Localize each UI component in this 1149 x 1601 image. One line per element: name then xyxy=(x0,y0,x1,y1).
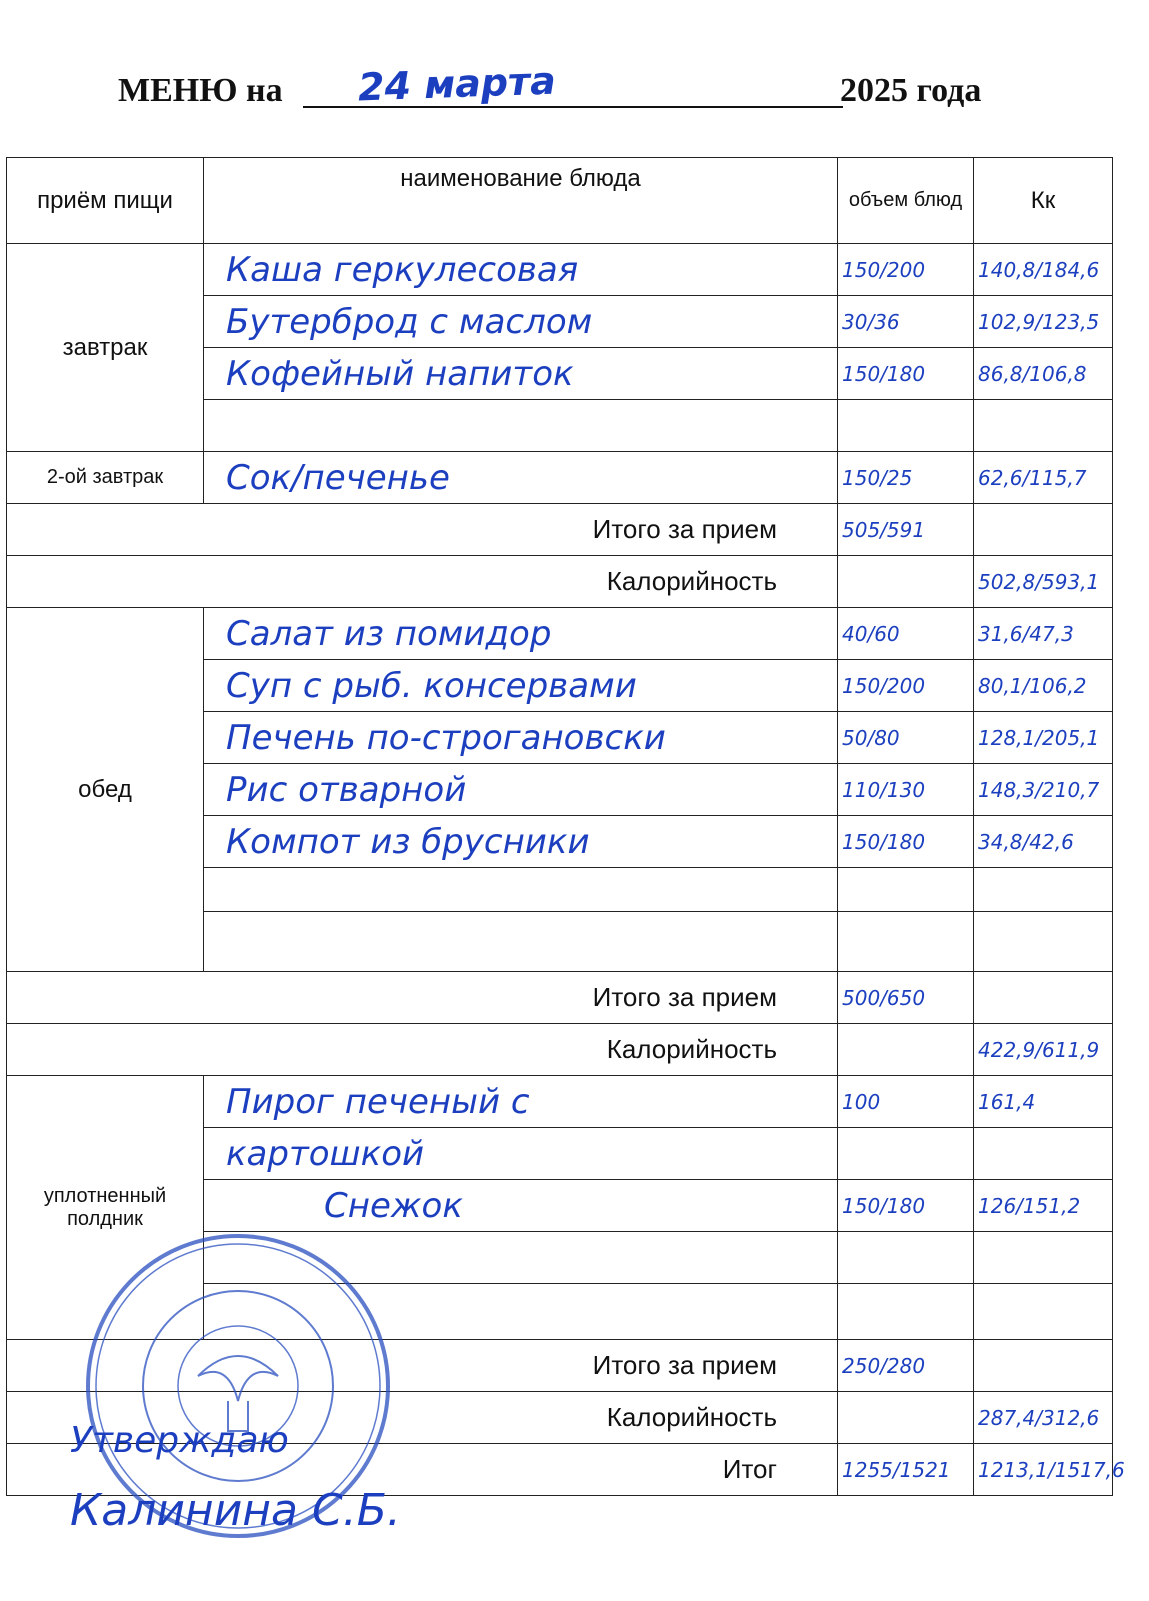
empty-cell xyxy=(838,1392,974,1444)
calorie-row xyxy=(7,1024,1113,1076)
calorie-value: 502,8/593,1 xyxy=(974,556,1113,608)
empty-cell xyxy=(838,1284,974,1340)
table-row xyxy=(7,608,1113,660)
header-volume: объем блюд xyxy=(838,158,974,244)
approval-signature: Утверждаю xyxy=(70,1420,289,1461)
grand-total-kcal: 1213,1/1517,6 xyxy=(974,1444,1113,1496)
dish-cell: Компот из брусники xyxy=(204,816,838,868)
header-row xyxy=(7,158,1113,244)
menu-title xyxy=(98,58,1038,122)
kcal-cell: 80,1/106,2 xyxy=(974,660,1113,712)
grand-total-volume: 1255/1521 xyxy=(838,1444,974,1496)
title-date: 24 марта xyxy=(357,58,557,110)
dish-cell: Снежок xyxy=(204,1180,838,1232)
table-row xyxy=(7,452,1113,504)
empty-cell xyxy=(974,972,1113,1024)
dish-cell: Салат из помидор xyxy=(204,608,838,660)
kcal-cell: 148,3/210,7 xyxy=(974,764,1113,816)
meal-snack: уплотненный полдник xyxy=(7,1076,204,1340)
empty-cell xyxy=(204,400,838,452)
title-prefix: МЕНЮ на xyxy=(118,72,283,109)
calorie-value: 287,4/312,6 xyxy=(974,1392,1113,1444)
dish-cell: Сок/печенье xyxy=(204,452,838,504)
kcal-cell: 86,8/106,8 xyxy=(974,348,1113,400)
total-value: 500/650 xyxy=(838,972,974,1024)
volume-cell xyxy=(838,1128,974,1180)
empty-cell xyxy=(838,868,974,912)
kcal-cell: 34,8/42,6 xyxy=(974,816,1113,868)
empty-cell xyxy=(974,504,1113,556)
total-value: 250/280 xyxy=(838,1340,974,1392)
table-row xyxy=(7,244,1113,296)
empty-cell xyxy=(838,1024,974,1076)
volume-cell: 150/180 xyxy=(838,348,974,400)
empty-cell xyxy=(838,556,974,608)
empty-cell xyxy=(204,912,838,972)
kcal-cell: 140,8/184,6 xyxy=(974,244,1113,296)
total-value: 505/591 xyxy=(838,504,974,556)
empty-cell xyxy=(204,868,838,912)
volume-cell: 150/180 xyxy=(838,816,974,868)
total-label: Итого за прием xyxy=(7,504,838,556)
total-label: Итого за прием xyxy=(7,972,838,1024)
volume-cell: 150/200 xyxy=(838,244,974,296)
empty-cell xyxy=(204,1232,838,1284)
dish-cell: Пирог печеный с xyxy=(204,1076,838,1128)
dish-cell: Печень по-строгановски xyxy=(204,712,838,764)
empty-cell xyxy=(204,1284,838,1340)
volume-cell: 100 xyxy=(838,1076,974,1128)
volume-cell: 30/36 xyxy=(838,296,974,348)
volume-cell: 40/60 xyxy=(838,608,974,660)
header-meal: приём пищи xyxy=(7,158,204,244)
calorie-row xyxy=(7,556,1113,608)
kcal-cell xyxy=(974,1128,1113,1180)
total-row xyxy=(7,1340,1113,1392)
empty-cell xyxy=(974,1232,1113,1284)
dish-cell: Бутерброд с маслом xyxy=(204,296,838,348)
grand-total-label: Итог xyxy=(7,1444,838,1496)
empty-cell xyxy=(974,1340,1113,1392)
calorie-value: 422,9/611,9 xyxy=(974,1024,1113,1076)
empty-cell xyxy=(838,1232,974,1284)
volume-cell: 150/180 xyxy=(838,1180,974,1232)
kcal-cell: 62,6/115,7 xyxy=(974,452,1113,504)
kcal-cell: 31,6/47,3 xyxy=(974,608,1113,660)
total-label: Итого за прием xyxy=(7,1340,838,1392)
volume-cell: 150/25 xyxy=(838,452,974,504)
total-row xyxy=(7,972,1113,1024)
empty-cell xyxy=(974,1284,1113,1340)
meal-breakfast: завтрак xyxy=(7,244,204,452)
empty-cell xyxy=(974,400,1113,452)
calorie-label: Калорийность xyxy=(7,1024,838,1076)
table-row xyxy=(7,1076,1113,1128)
kcal-cell: 128,1/205,1 xyxy=(974,712,1113,764)
kcal-cell: 102,9/123,5 xyxy=(974,296,1113,348)
header-dish: наименование блюда xyxy=(204,158,838,244)
empty-cell xyxy=(974,912,1113,972)
header-kcal: Кк xyxy=(974,158,1113,244)
volume-cell: 50/80 xyxy=(838,712,974,764)
empty-cell xyxy=(974,868,1113,912)
calorie-label: Калорийность xyxy=(7,556,838,608)
calorie-label: Калорийность xyxy=(7,1392,838,1444)
dish-cell: картошкой xyxy=(204,1128,838,1180)
empty-cell xyxy=(838,912,974,972)
total-row xyxy=(7,504,1113,556)
meal-lunch: обед xyxy=(7,608,204,972)
dish-cell: Рис отварной xyxy=(204,764,838,816)
menu-table xyxy=(6,157,1125,1496)
dish-cell: Каша геркулесовая xyxy=(204,244,838,296)
kcal-cell: 126/151,2 xyxy=(974,1180,1113,1232)
name-signature: Калинина С.Б. xyxy=(70,1485,401,1536)
volume-cell: 110/130 xyxy=(838,764,974,816)
meal-second-breakfast: 2-ой завтрак xyxy=(7,452,204,504)
dish-cell: Кофейный напиток xyxy=(204,348,838,400)
kcal-cell: 161,4 xyxy=(974,1076,1113,1128)
title-suffix: 2025 года xyxy=(840,72,982,109)
volume-cell: 150/200 xyxy=(838,660,974,712)
empty-cell xyxy=(838,400,974,452)
dish-cell: Суп с рыб. консервами xyxy=(204,660,838,712)
